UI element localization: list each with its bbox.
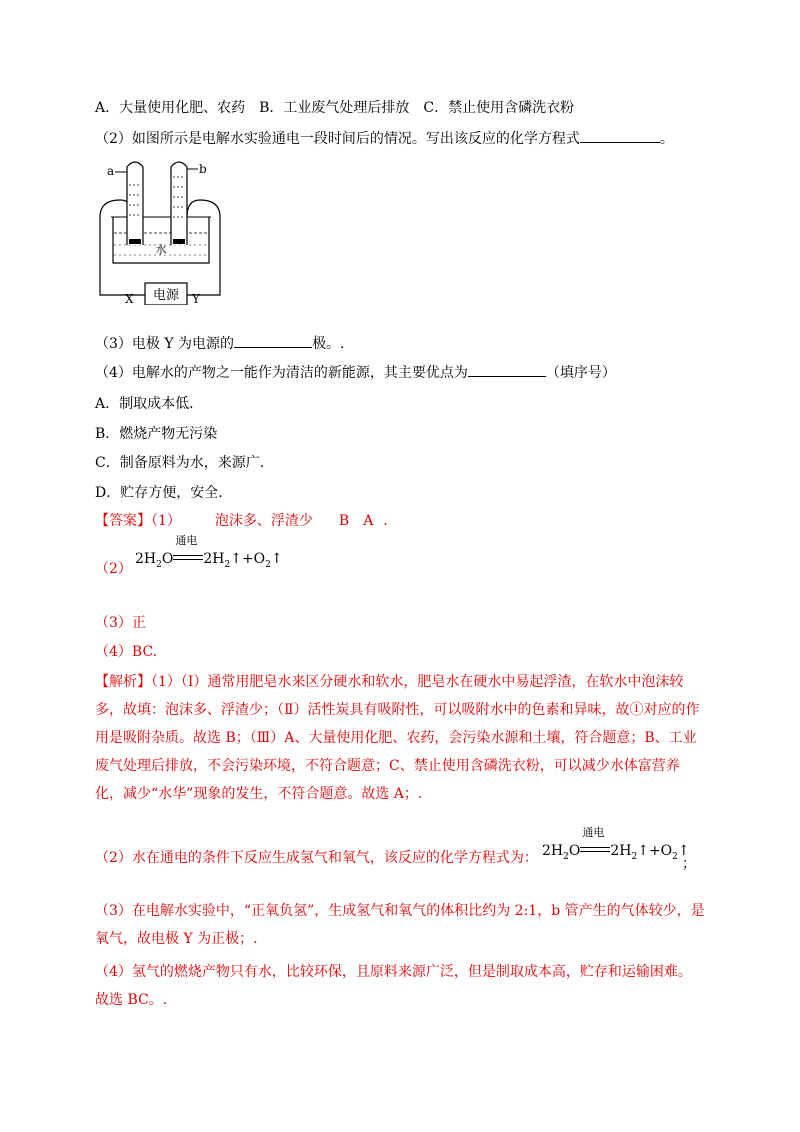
answer-line-1 bbox=[95, 511, 388, 531]
choice-d: D．贮存方便，安全. bbox=[95, 485, 223, 501]
question-4-before: （4）电解水的产物之一能作为清洁的新能源，其主要优点为 bbox=[95, 365, 468, 381]
choice-a: A．制取成本低. bbox=[95, 396, 194, 412]
answer-1-a: A bbox=[363, 513, 374, 529]
answer-2-prefix: （2） bbox=[95, 561, 132, 577]
equation-answer: $2H_2O$ 通电 $2H_2↑+O_2↑$ bbox=[135, 534, 283, 570]
options-line: A．大量使用化肥、农药 B．工业废气处理后排放 C．禁止使用含磷洗衣粉 bbox=[95, 100, 575, 116]
electrode-left bbox=[129, 239, 141, 244]
equation-condition: 通电 bbox=[175, 534, 198, 547]
label-b: b bbox=[199, 162, 207, 176]
tube-a bbox=[127, 162, 143, 245]
question-4-after: （填序号） bbox=[545, 365, 616, 381]
answer-blank-3 bbox=[234, 333, 312, 348]
answer-1-prefix: （1） bbox=[151, 513, 181, 529]
question-3-after: 极。. bbox=[312, 336, 345, 352]
equation-analysis: $2H_2O$ 通电 $2H_2↑+O_2↑$ bbox=[542, 826, 690, 862]
question-2-tail: 。 bbox=[659, 131, 674, 147]
answer-tag: 【答案】 bbox=[95, 513, 151, 529]
answer-4: （4）BC. bbox=[95, 644, 158, 660]
electrolysis-diagram bbox=[95, 155, 235, 305]
analysis-p2: （2）水在通电的条件下反应生成氢气和氧气，该反应的化学方程式为： bbox=[95, 850, 538, 866]
analysis-paragraph-1 bbox=[95, 668, 705, 808]
question-2 bbox=[95, 128, 674, 149]
choice-c: C．制备原料为水，来源广. bbox=[95, 455, 265, 471]
answer-1-dot: . bbox=[383, 513, 388, 529]
answer-3: （3）正 bbox=[95, 615, 146, 631]
choice-b: B．燃烧产物无污染 bbox=[95, 426, 218, 442]
analysis-paragraph-2 bbox=[95, 848, 538, 868]
analysis-p1: （1）（Ⅰ）通常用肥皂水来区分硬水和软水，肥皂水在硬水中易起浮渣，在软水中泡沫较多，故填：泡沫多、浮渣少；（Ⅱ）活性炭具有吸附性，可以吸附水中的色素和异味，故①对应的作用是吸附杂质。故选 B；（Ⅲ）A、大量使用化肥、农药，会污染水源和土壤，符合题意；B、工业废气处理后排放，不会污染环境，不符合题意；C、禁止使用含磷洗衣粉，可以减少水体富营养化，减少“水华”现象的发生，不符合题意。故选 A；. bbox=[95, 674, 700, 802]
label-x: X bbox=[125, 292, 134, 305]
question-3 bbox=[95, 333, 345, 354]
answer-1-text: 泡沫多、浮渣少 bbox=[214, 513, 313, 529]
power-label: 电源 bbox=[152, 288, 180, 303]
water-label: 水 bbox=[155, 243, 167, 256]
analysis-paragraph-3: （3）在电解水实验中，“正氧负氢”，生成氢气和氧气的体积比约为 2:1，b 管产生的气体较少，是氧气，故电极 Y 为正极；. bbox=[95, 903, 705, 947]
answer-blank-2 bbox=[580, 128, 660, 143]
electrode-right bbox=[173, 239, 185, 244]
answer-1-b: B bbox=[338, 513, 350, 529]
question-3-before: （3）电极 Y 为电源的 bbox=[95, 336, 235, 352]
equation-condition-2: 通电 bbox=[582, 826, 605, 839]
analysis-tag: 【解析】 bbox=[95, 674, 151, 690]
tube-b bbox=[171, 162, 187, 245]
answer-blank-4 bbox=[468, 362, 546, 377]
question-2-text: （2）如图所示是电解水实验通电一段时间后的情况。写出该反应的化学方程式 bbox=[95, 131, 580, 147]
label-a: a bbox=[107, 164, 115, 178]
label-y: Y bbox=[192, 292, 200, 305]
analysis-paragraph-4: （4）氢气的燃烧产物只有水，比较环保，且原料来源广泛，但是制取成本高，贮存和运输困难。故选 BC。. bbox=[95, 964, 692, 1008]
analysis-p2-end: ； bbox=[682, 856, 696, 872]
question-4 bbox=[95, 362, 616, 383]
